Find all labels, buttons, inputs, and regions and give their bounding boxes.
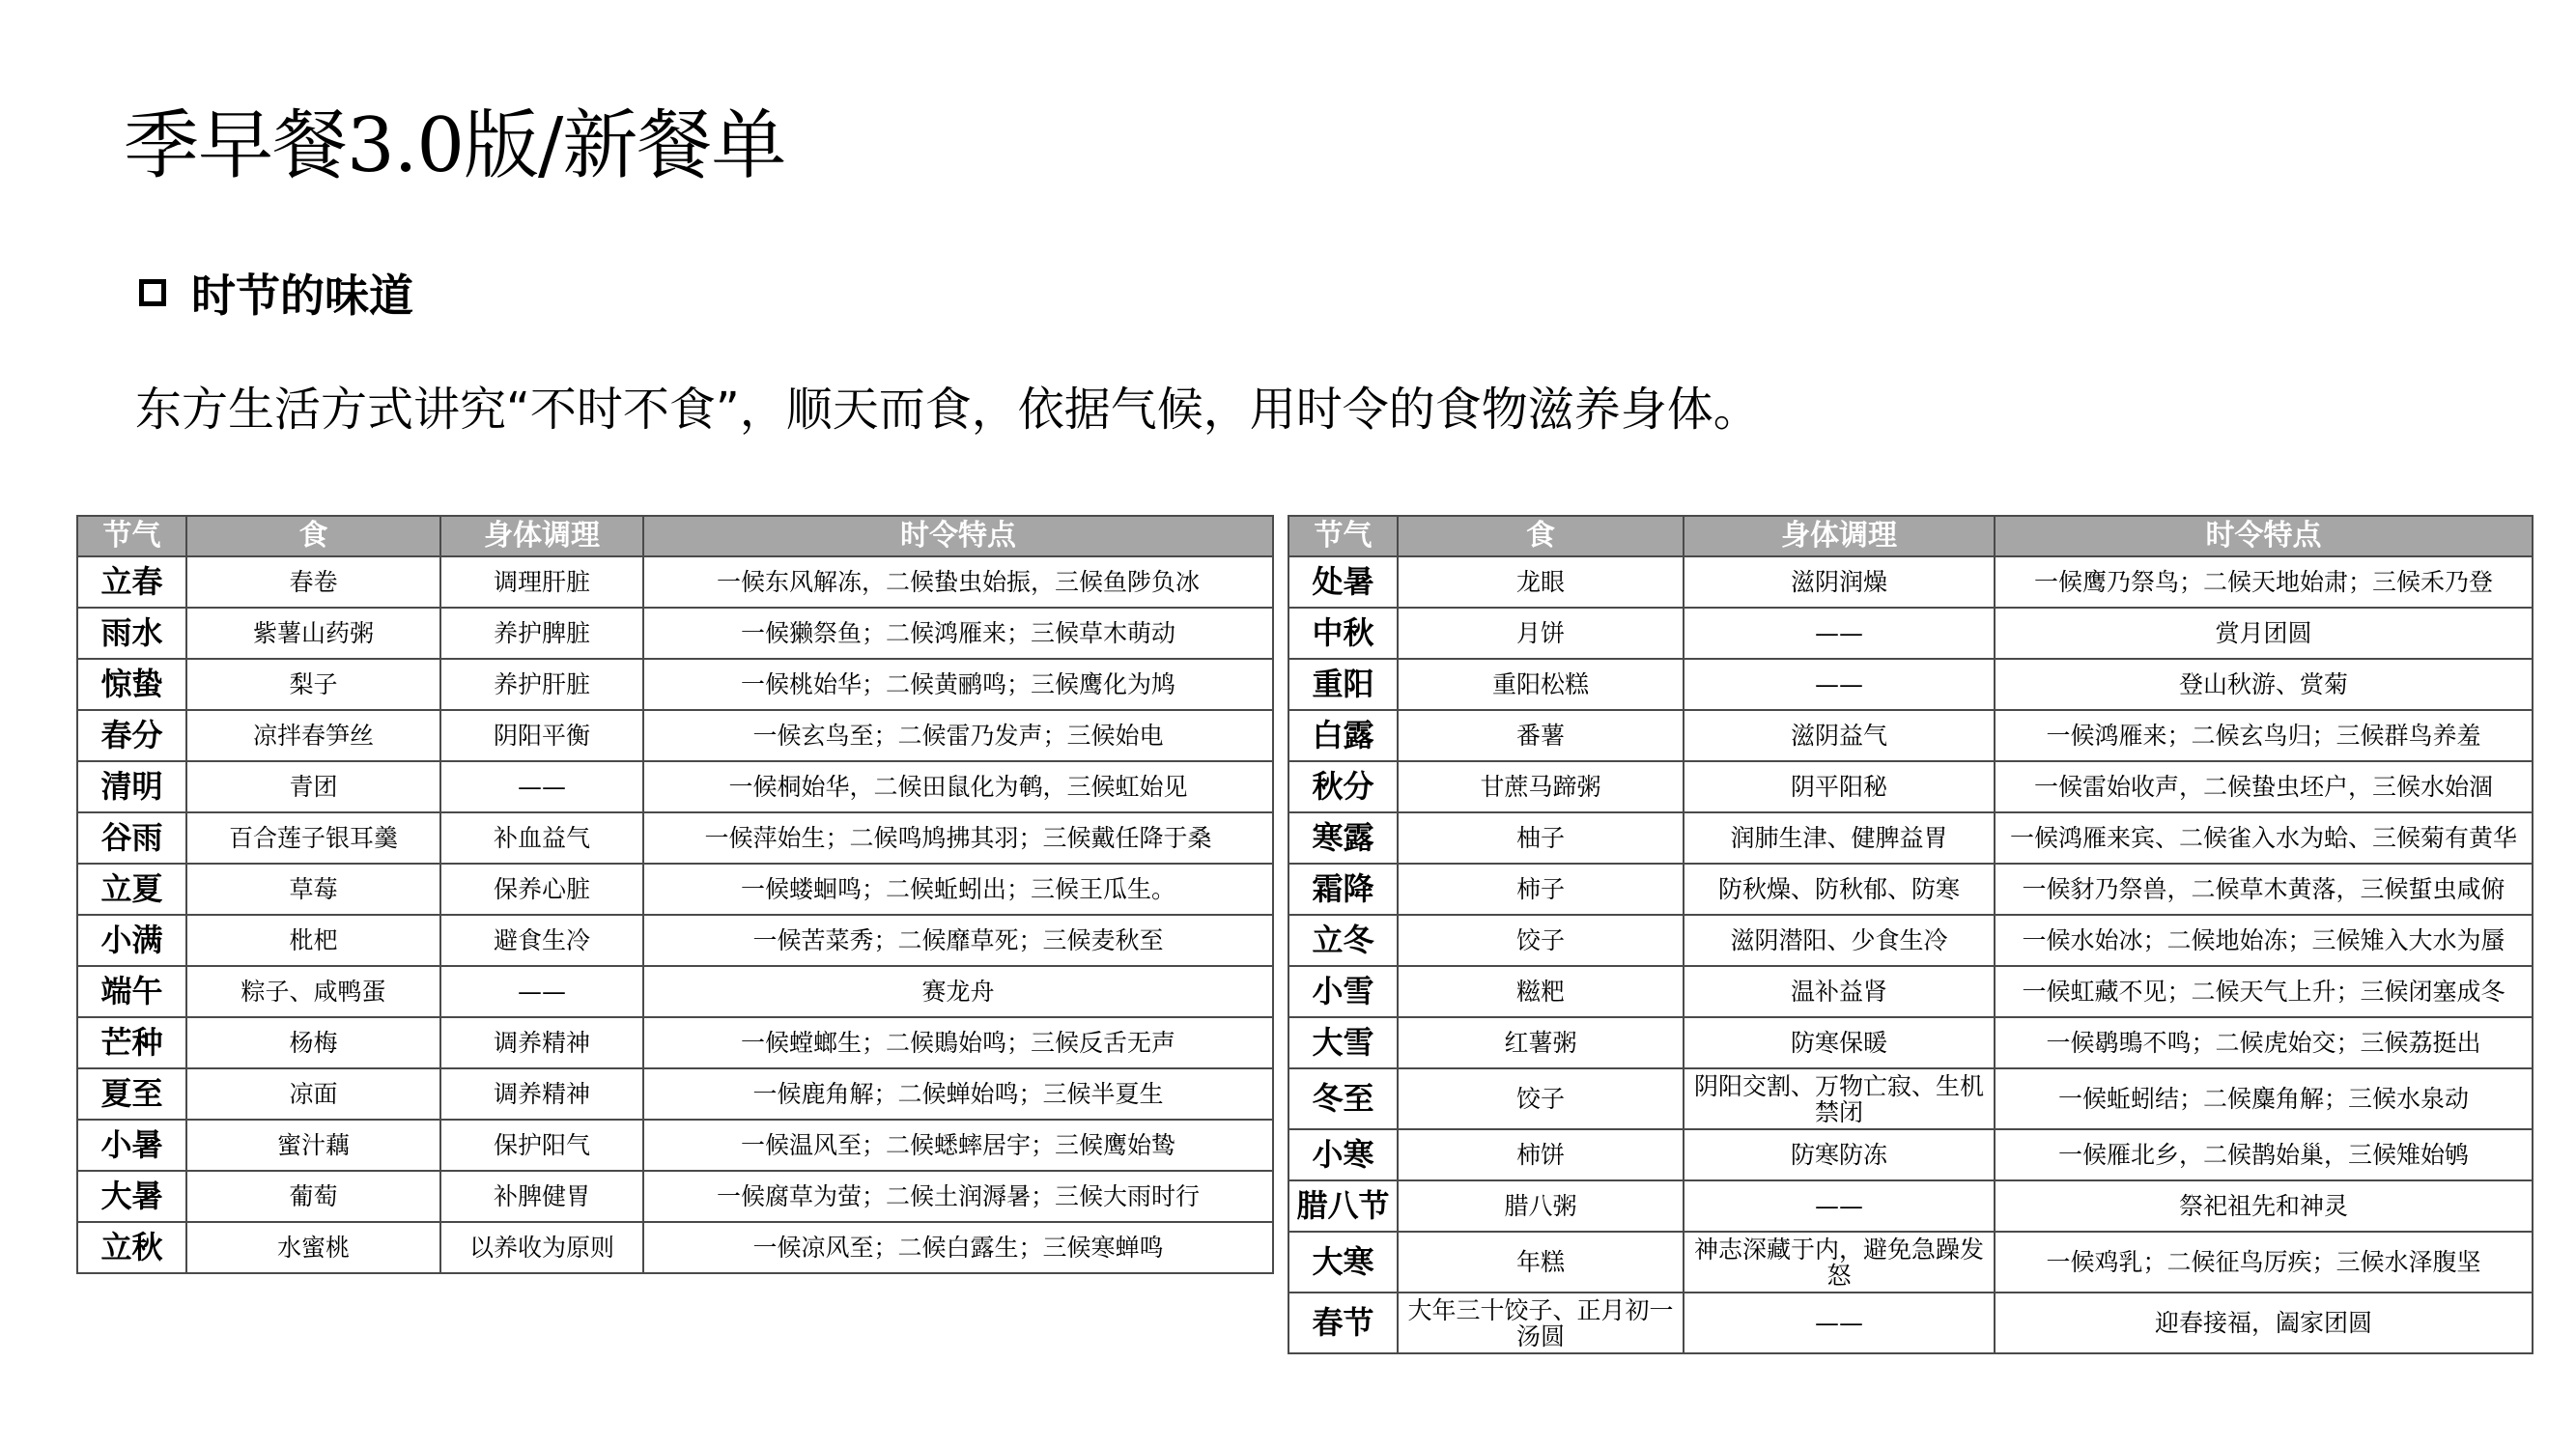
term-cell: 小满	[77, 915, 186, 966]
section-heading	[139, 261, 413, 325]
term-cell: 小雪	[1288, 966, 1398, 1017]
food-cell: 甘蔗马蹄粥	[1398, 761, 1684, 812]
table-row	[1288, 864, 2533, 915]
term-cell: 谷雨	[77, 812, 186, 864]
feature-cell: 祭祀祖先和神灵	[1995, 1180, 2533, 1232]
feature-cell: 赛龙舟	[643, 966, 1273, 1017]
food-cell: 红薯粥	[1398, 1017, 1684, 1068]
term-cell: 春节	[1288, 1293, 1398, 1353]
term-cell: 立夏	[77, 864, 186, 915]
food-cell: 青团	[186, 761, 440, 812]
food-cell: 柚子	[1398, 812, 1684, 864]
care-cell: 神志深藏于内，避免急躁发怒	[1684, 1232, 1995, 1293]
solar-terms-table-left	[76, 515, 1274, 1274]
term-cell: 惊蛰	[77, 659, 186, 710]
page-title: 季早餐3.0版/新餐单	[124, 102, 786, 189]
food-cell: 春卷	[186, 556, 440, 608]
term-cell: 霜降	[1288, 864, 1398, 915]
header-term: 节气	[77, 516, 186, 556]
care-cell: 补血益气	[440, 812, 643, 864]
food-cell: 粽子、咸鸭蛋	[186, 966, 440, 1017]
header-feature: 时令特点	[1995, 516, 2533, 556]
term-cell: 清明	[77, 761, 186, 812]
header-food: 食	[186, 516, 440, 556]
term-cell: 中秋	[1288, 608, 1398, 659]
feature-cell: 一候鸿雁来；二候玄鸟归；三候群鸟养羞	[1995, 710, 2533, 761]
term-cell: 重阳	[1288, 659, 1398, 710]
term-cell: 秋分	[1288, 761, 1398, 812]
table-row	[77, 812, 1273, 864]
term-cell: 大寒	[1288, 1232, 1398, 1293]
table-row	[1288, 966, 2533, 1017]
food-cell: 腊八粥	[1398, 1180, 1684, 1232]
feature-cell: 一候鸿雁来宾、二候雀入水为蛤、三候菊有黄华	[1995, 812, 2533, 864]
header-care: 身体调理	[440, 516, 643, 556]
feature-cell: 一候雁北乡，二候鹊始巢，三候雉始鸲	[1995, 1129, 2533, 1180]
care-cell: 补脾健胃	[440, 1171, 643, 1222]
feature-cell: 一候桃始华；二候黄鹂鸣；三候鹰化为鸠	[643, 659, 1273, 710]
care-cell: ——	[1684, 659, 1995, 710]
table-row	[77, 761, 1273, 812]
header-food: 食	[1398, 516, 1684, 556]
table-row	[77, 710, 1273, 761]
term-cell: 大暑	[77, 1171, 186, 1222]
food-cell: 饺子	[1398, 915, 1684, 966]
term-cell: 大雪	[1288, 1017, 1398, 1068]
feature-cell: 迎春接福，阖家团圆	[1995, 1293, 2533, 1353]
care-cell: ——	[1684, 1293, 1995, 1353]
feature-cell: 一候桐始华，二候田鼠化为鹌，三候虹始见	[643, 761, 1273, 812]
term-cell: 芒种	[77, 1017, 186, 1068]
care-cell: 温补益肾	[1684, 966, 1995, 1017]
food-cell: 重阳松糕	[1398, 659, 1684, 710]
table-row	[77, 864, 1273, 915]
table-row	[77, 1017, 1273, 1068]
term-cell: 春分	[77, 710, 186, 761]
feature-cell: 一候獭祭鱼；二候鸿雁来；三候草木萌动	[643, 608, 1273, 659]
term-cell: 寒露	[1288, 812, 1398, 864]
care-cell: 养护脾脏	[440, 608, 643, 659]
care-cell: 调养精神	[440, 1017, 643, 1068]
table-row	[1288, 761, 2533, 812]
feature-cell: 一候蝼蛔鸣；二候蚯蚓出；三候王瓜生。	[643, 864, 1273, 915]
table-row	[1288, 1129, 2533, 1180]
food-cell: 枇杷	[186, 915, 440, 966]
food-cell: 糍粑	[1398, 966, 1684, 1017]
feature-cell: 一候鸡乳；二候征鸟厉疾；三候水泽腹坚	[1995, 1232, 2533, 1293]
table-row	[77, 966, 1273, 1017]
table-row	[77, 1120, 1273, 1171]
term-cell: 立秋	[77, 1222, 186, 1273]
term-cell: 白露	[1288, 710, 1398, 761]
food-cell: 柿子	[1398, 864, 1684, 915]
checkbox-square-icon	[139, 279, 166, 306]
food-cell: 番薯	[1398, 710, 1684, 761]
intro-text: 东方生活方式讲究“不时不食”，顺天而食，依据气候，用时令的食物滋养身体。	[135, 383, 1760, 437]
section-heading-text: 时节的味道	[191, 270, 413, 322]
feature-cell: 一候温风至；二候蟋蟀居宇；三候鹰始鸷	[643, 1120, 1273, 1171]
header-care: 身体调理	[1684, 516, 1995, 556]
table-row	[1288, 608, 2533, 659]
feature-cell: 赏月团圆	[1995, 608, 2533, 659]
table-row	[1288, 1180, 2533, 1232]
table-row	[77, 915, 1273, 966]
term-cell: 端午	[77, 966, 186, 1017]
table-row	[1288, 659, 2533, 710]
care-cell: 保养心脏	[440, 864, 643, 915]
table-row	[77, 1171, 1273, 1222]
feature-cell: 一候雷始收声，二候蛰虫坯户，三候水始涸	[1995, 761, 2533, 812]
table-row	[1288, 556, 2533, 608]
feature-cell: 登山秋游、赏菊	[1995, 659, 2533, 710]
feature-cell: 一候凉风至；二候白露生；三候寒蝉鸣	[643, 1222, 1273, 1273]
header-term: 节气	[1288, 516, 1398, 556]
care-cell: 阴阳交割、万物亡寂、生机禁闭	[1684, 1068, 1995, 1129]
care-cell: 滋阴潜阳、少食生冷	[1684, 915, 1995, 966]
care-cell: 滋阴润燥	[1684, 556, 1995, 608]
food-cell: 百合莲子银耳羹	[186, 812, 440, 864]
care-cell: ——	[440, 966, 643, 1017]
term-cell: 冬至	[1288, 1068, 1398, 1129]
food-cell: 水蜜桃	[186, 1222, 440, 1273]
header-feature: 时令特点	[643, 516, 1273, 556]
care-cell: 避食生冷	[440, 915, 643, 966]
food-cell: 凉拌春笋丝	[186, 710, 440, 761]
feature-cell: 一候豺乃祭兽，二候草木黄落，三候蜇虫咸俯	[1995, 864, 2533, 915]
term-cell: 处暑	[1288, 556, 1398, 608]
food-cell: 大年三十饺子、正月初一汤圆	[1398, 1293, 1684, 1353]
food-cell: 杨梅	[186, 1017, 440, 1068]
solar-terms-table-right	[1288, 515, 2534, 1354]
food-cell: 梨子	[186, 659, 440, 710]
table-row	[1288, 812, 2533, 864]
table-row	[1288, 1232, 2533, 1293]
food-cell: 年糕	[1398, 1232, 1684, 1293]
food-cell: 龙眼	[1398, 556, 1684, 608]
food-cell: 紫薯山药粥	[186, 608, 440, 659]
table-row	[1288, 1017, 2533, 1068]
term-cell: 小暑	[77, 1120, 186, 1171]
food-cell: 凉面	[186, 1068, 440, 1120]
feature-cell: 一候东风解冻，二候蛰虫始振，三候鱼陟负冰	[643, 556, 1273, 608]
food-cell: 蜜汁藕	[186, 1120, 440, 1171]
food-cell: 饺子	[1398, 1068, 1684, 1129]
food-cell: 柿饼	[1398, 1129, 1684, 1180]
table-header-row	[77, 516, 1273, 556]
care-cell: 调养精神	[440, 1068, 643, 1120]
feature-cell: 一候萍始生；二候鸣鸠拂其羽；三候戴任降于桑	[643, 812, 1273, 864]
care-cell: 调理肝脏	[440, 556, 643, 608]
feature-cell: 一候水始冰；二候地始冻；三候雉入大水为蜃	[1995, 915, 2533, 966]
term-cell: 小寒	[1288, 1129, 1398, 1180]
care-cell: 阴阳平衡	[440, 710, 643, 761]
feature-cell: 一候蚯蚓结；二候麋角解；三候水泉动	[1995, 1068, 2533, 1129]
feature-cell: 一候螳螂生；二候鵙始鸣；三候反舌无声	[643, 1017, 1273, 1068]
care-cell: 防秋燥、防秋郁、防寒	[1684, 864, 1995, 915]
care-cell: 保护阳气	[440, 1120, 643, 1171]
food-cell: 月饼	[1398, 608, 1684, 659]
feature-cell: 一候虹藏不见；二候天气上升；三候闭塞成冬	[1995, 966, 2533, 1017]
care-cell: 阴平阳秘	[1684, 761, 1995, 812]
table-header-row	[1288, 516, 2533, 556]
feature-cell: 一候鹿角解；二候蝉始鸣；三候半夏生	[643, 1068, 1273, 1120]
term-cell: 立冬	[1288, 915, 1398, 966]
feature-cell: 一候鹖鴠不鸣；二候虎始交；三候荔挺出	[1995, 1017, 2533, 1068]
care-cell: ——	[1684, 1180, 1995, 1232]
table-row	[1288, 1293, 2533, 1353]
table-row	[1288, 710, 2533, 761]
care-cell: 润肺生津、健脾益胃	[1684, 812, 1995, 864]
feature-cell: 一候玄鸟至；二候雷乃发声；三候始电	[643, 710, 1273, 761]
care-cell: 滋阴益气	[1684, 710, 1995, 761]
feature-cell: 一候鹰乃祭鸟；二候天地始肃；三候禾乃登	[1995, 556, 2533, 608]
term-cell: 夏至	[77, 1068, 186, 1120]
care-cell: 以养收为原则	[440, 1222, 643, 1273]
term-cell: 腊八节	[1288, 1180, 1398, 1232]
table-row	[1288, 915, 2533, 966]
term-cell: 立春	[77, 556, 186, 608]
care-cell: ——	[440, 761, 643, 812]
care-cell: ——	[1684, 608, 1995, 659]
term-cell: 雨水	[77, 608, 186, 659]
table-row	[77, 608, 1273, 659]
table-row	[77, 556, 1273, 608]
table-row	[77, 1222, 1273, 1273]
care-cell: 防寒保暖	[1684, 1017, 1995, 1068]
food-cell: 葡萄	[186, 1171, 440, 1222]
table-row	[77, 659, 1273, 710]
table-row	[1288, 1068, 2533, 1129]
care-cell: 防寒防冻	[1684, 1129, 1995, 1180]
care-cell: 养护肝脏	[440, 659, 643, 710]
feature-cell: 一候腐草为萤；二候土润溽暑；三候大雨时行	[643, 1171, 1273, 1222]
food-cell: 草莓	[186, 864, 440, 915]
table-row	[77, 1068, 1273, 1120]
feature-cell: 一候苦菜秀；二候靡草死；三候麦秋至	[643, 915, 1273, 966]
